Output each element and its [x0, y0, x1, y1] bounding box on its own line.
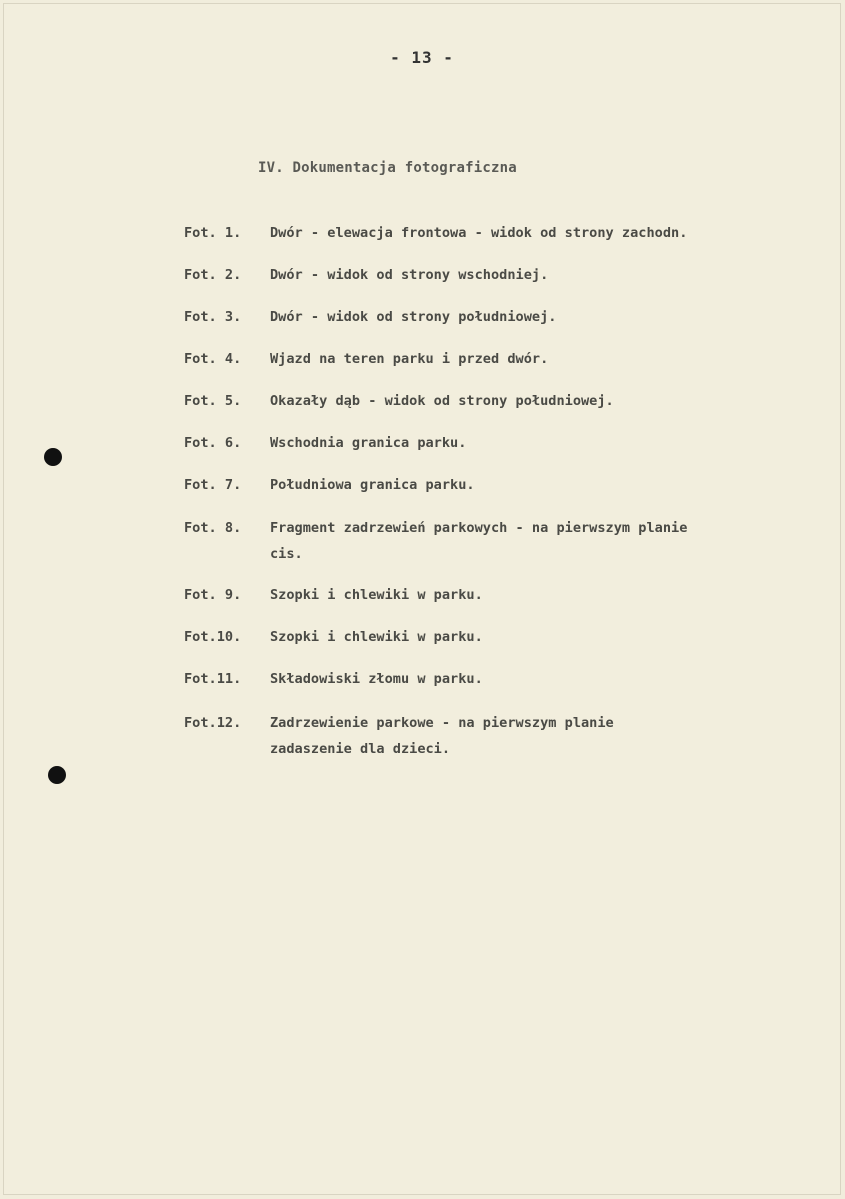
- binder-hole: [48, 766, 66, 784]
- photo-description: Fragment zadrzewień parkowych - na pierwszym planie: [270, 520, 688, 536]
- photo-description-continued: cis.: [270, 546, 303, 562]
- photo-description: Szopki i chlewiki w parku.: [270, 587, 483, 603]
- page-number: - 13 -: [390, 48, 454, 67]
- photo-label: Fot. 2.: [184, 267, 242, 283]
- photo-description: Wjazd na teren parku i przed dwór.: [270, 351, 549, 367]
- photo-label: Fot. 8.: [184, 520, 242, 536]
- photo-label: Fot. 9.: [184, 587, 242, 603]
- binder-hole: [44, 448, 62, 466]
- photo-description: Szopki i chlewiki w parku.: [270, 629, 483, 645]
- photo-description: Dwór - elewacja frontowa - widok od strony zachodn.: [270, 225, 688, 241]
- photo-description: Składowiski złomu w parku.: [270, 671, 483, 687]
- section-title: IV. Dokumentacja fotograficzna: [258, 160, 517, 176]
- photo-label: Fot. 3.: [184, 309, 242, 325]
- photo-label: Fot.10.: [184, 629, 242, 645]
- photo-description: Dwór - widok od strony wschodniej.: [270, 267, 549, 283]
- photo-label: Fot.11.: [184, 671, 242, 687]
- photo-description: Dwór - widok od strony południowej.: [270, 309, 557, 325]
- photo-description: Wschodnia granica parku.: [270, 435, 467, 451]
- photo-label: Fot.12.: [184, 715, 242, 731]
- photo-label: Fot. 1.: [184, 225, 242, 241]
- photo-description: Zadrzewienie parkowe - na pierwszym planie: [270, 715, 614, 731]
- photo-label: Fot. 7.: [184, 477, 242, 493]
- photo-label: Fot. 6.: [184, 435, 242, 451]
- photo-label: Fot. 4.: [184, 351, 242, 367]
- photo-description: Południowa granica parku.: [270, 477, 475, 493]
- photo-description: Okazały dąb - widok od strony południowej.: [270, 393, 614, 409]
- photo-description-continued: zadaszenie dla dzieci.: [270, 741, 451, 757]
- document-page: [3, 3, 841, 1195]
- photo-label: Fot. 5.: [184, 393, 242, 409]
